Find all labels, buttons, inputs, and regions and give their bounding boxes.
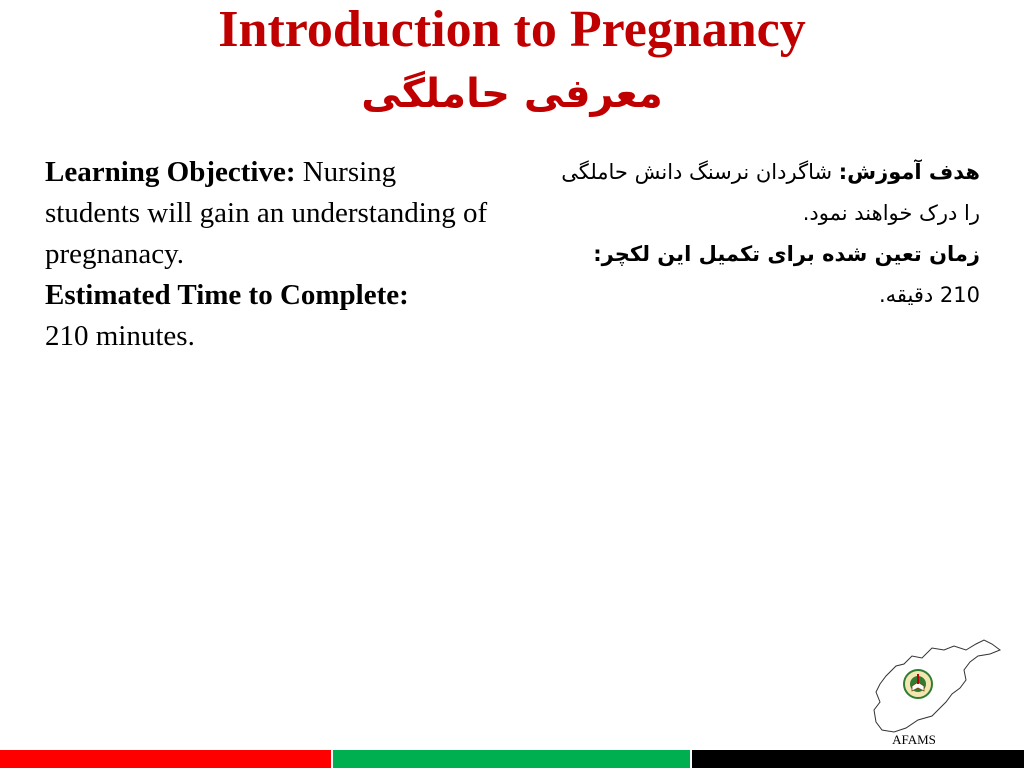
dari-objectives <box>540 152 980 316</box>
objective-text-english: Nursing students will gain an understanding of pregnanacy. <box>45 156 488 270</box>
objective-paragraph-english <box>45 152 495 275</box>
slide-title-dari: معرفی حاملگی <box>361 71 663 117</box>
objective-label-dari: هدف آموزش: <box>838 160 980 184</box>
footer-stripe-red <box>0 750 331 768</box>
slide-title-english: Introduction to Pregnancy <box>218 1 806 58</box>
time-text-dari: 210 دقیقه. <box>878 283 980 307</box>
objective-text-dari: شاگردان نرسنگ دانش حاملگی را درک خواهند نمود. <box>561 160 980 225</box>
english-objectives <box>45 152 495 357</box>
footer-stripe-green <box>333 750 690 768</box>
objective-paragraph-dari <box>540 152 980 234</box>
time-text-english: 210 minutes. <box>45 320 195 352</box>
time-label-dari: زمان تعین شده برای تکمیل این لکچر: <box>593 242 980 266</box>
afghanistan-map-outline <box>874 640 1000 732</box>
afams-caption: AFAMS <box>892 732 936 747</box>
afghanistan-map-logo <box>866 636 1004 736</box>
emblem-staff <box>917 674 919 684</box>
objective-label-english: Learning Objective: <box>45 156 296 188</box>
time-label-english: Estimated Time to Complete: <box>45 279 409 311</box>
footer-stripe-black <box>692 750 1024 768</box>
